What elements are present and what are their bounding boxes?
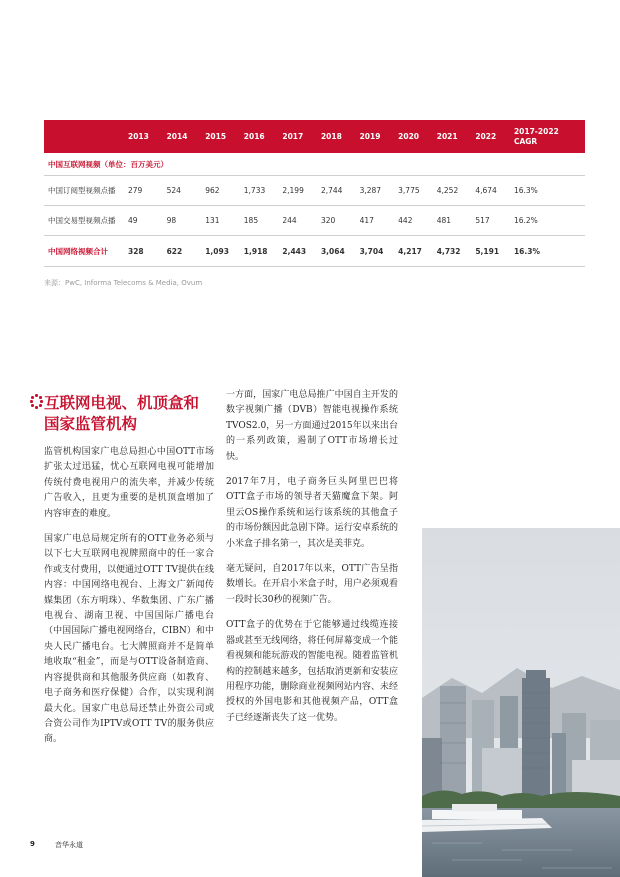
cell: 2,443 [282, 246, 307, 256]
header-cagr [514, 127, 572, 147]
cell: 279 [128, 186, 143, 195]
row-label: 中国网络视频合计 [48, 246, 108, 256]
cell: 4,252 [436, 186, 459, 195]
header-year: 2017 [282, 132, 304, 141]
table-row [44, 176, 585, 206]
header-year: 2021 [436, 132, 458, 141]
cell: 1,918 [243, 246, 268, 256]
dot-ornament-icon [30, 394, 44, 408]
cell: 185 [243, 216, 259, 225]
cell: 1,733 [243, 186, 266, 195]
header-year: 2016 [243, 132, 265, 141]
cell: 4,732 [436, 246, 461, 256]
paragraph: 国家广电总局规定所有的OTT业务必须与以下七大互联网电视牌照商中的任一家合作或支付费用，以便通过OTT TV提供在线内容：中国网络电视台、上海文广新闻传媒集团（东方明珠）、华数集团、广东广播电视台、湖南卫视、中国国际广播电台（中国国际广播电视网络台，CIBN）和中央人民广播电台。七大牌照商并不是简单地收取“租金”，而是与OTT设备制造商、内容提供商和其他服务供应商（如教育、电子商务和医疗保健）合作，以实现利润最大化。国家广电总局还禁止外资公司或合资公司作为IPTV或OTT TV的服务供应商。 [44, 534, 214, 745]
header-year: 2015 [205, 132, 227, 141]
market-table [44, 120, 585, 267]
cell: 320 [320, 216, 336, 225]
publication-name: 音华永道 [55, 841, 83, 849]
page-number: 9 [30, 840, 35, 848]
paragraph: 2017年7月，电子商务巨头阿里巴巴将OTT盒子市场的领导者天猫魔盒下架。阿里云OS操作系统和运行该系统的其他盒子的市场份额因此急剧下降。运行安卓系统的小米盒子排名第一，其次是美菲克。 [226, 477, 398, 549]
paragraph: 监管机构国家广电总局担心中国OTT市场扩张太过迅猛，忧心互联网电视可能增加传统付费电视用户的流失率，并减少传统广告收入，且更为重要的是机顶盒增加了内容审查的难度。 [44, 447, 214, 519]
cell: 131 [205, 216, 220, 225]
article-column-right [226, 388, 398, 736]
header-year: 2013 [128, 132, 149, 141]
table-row-total [44, 236, 585, 267]
row-label: 中国交易型视频点播 [48, 216, 116, 225]
cell: 481 [436, 216, 452, 225]
table-section-title: 中国互联网视频（单位：百万美元） [44, 153, 585, 176]
cell: 4,217 [398, 246, 422, 256]
cell: 3,775 [398, 186, 420, 195]
heading-line-1: 互联网电视、机顶盒和 [44, 393, 200, 412]
cell: 524 [166, 186, 181, 195]
table-source-note: 来源：PwC, Informa Telecoms & Media, Ovum [44, 279, 203, 287]
heading-line-2: 国家监管机构 [44, 414, 138, 433]
cell: 962 [205, 186, 220, 195]
header-year: 2020 [398, 132, 420, 141]
table-header-row [44, 120, 585, 153]
cell: 328 [128, 246, 144, 256]
city-skyline-photo [422, 528, 620, 877]
cell: 2,744 [320, 186, 343, 195]
article-column-left [44, 445, 214, 758]
article-heading [44, 392, 214, 434]
cell: 417 [359, 216, 374, 225]
paragraph: 一方面，国家广电总局推广中国自主开发的数字视频广播（DVB）智能电视操作系统TVOS2.0，另一方面通过2015年以来出台的一系列政策，遏制了OTT市场增长过快。 [226, 390, 398, 462]
header-year: 2022 [475, 132, 497, 141]
cell: 1,093 [205, 246, 229, 256]
header-year: 2014 [166, 132, 188, 141]
row-label: 中国订阅型视频点播 [48, 186, 116, 195]
cell-cagr: 16.2% [513, 216, 538, 225]
cell: 5,191 [475, 246, 500, 256]
cell: 442 [398, 216, 413, 225]
header-cagr-line1: 2017-2022 [513, 126, 559, 136]
cell: 3,064 [320, 246, 345, 256]
paragraph: OTT盒子的优势在于它能够通过线缆连接器或甚至无线网络，将任何屏幕变成一个能看视频和能玩游戏的智能电视。随着监管机构的控制越来越多，包括取消更新和安装应用程序功能，删除商业视频网站内容、未经授权的外国电影和其他视频产品，OTT盒子已经逐渐丧失了这一优势。 [226, 620, 398, 723]
cell: 3,704 [359, 246, 384, 256]
header-year: 2019 [359, 132, 381, 141]
header-cagr-line2: CAGR [513, 136, 538, 146]
cell: 4,674 [475, 186, 497, 195]
cell-cagr: 16.3% [513, 186, 538, 195]
table-row [44, 206, 585, 236]
cell: 2,199 [282, 186, 304, 195]
cell-cagr: 16.3% [513, 246, 540, 256]
cell: 98 [166, 216, 177, 225]
paragraph: 毫无疑问，自2017年以来，OTT广告呈指数增长。在开启小米盒子时，用户必须观看一段时长30秒的视频广告。 [226, 564, 398, 605]
cell: 244 [282, 216, 297, 225]
cell: 49 [128, 216, 138, 225]
cell: 3,287 [359, 186, 382, 195]
cell: 622 [166, 246, 183, 256]
header-year: 2018 [320, 132, 342, 141]
cell: 517 [475, 216, 490, 225]
